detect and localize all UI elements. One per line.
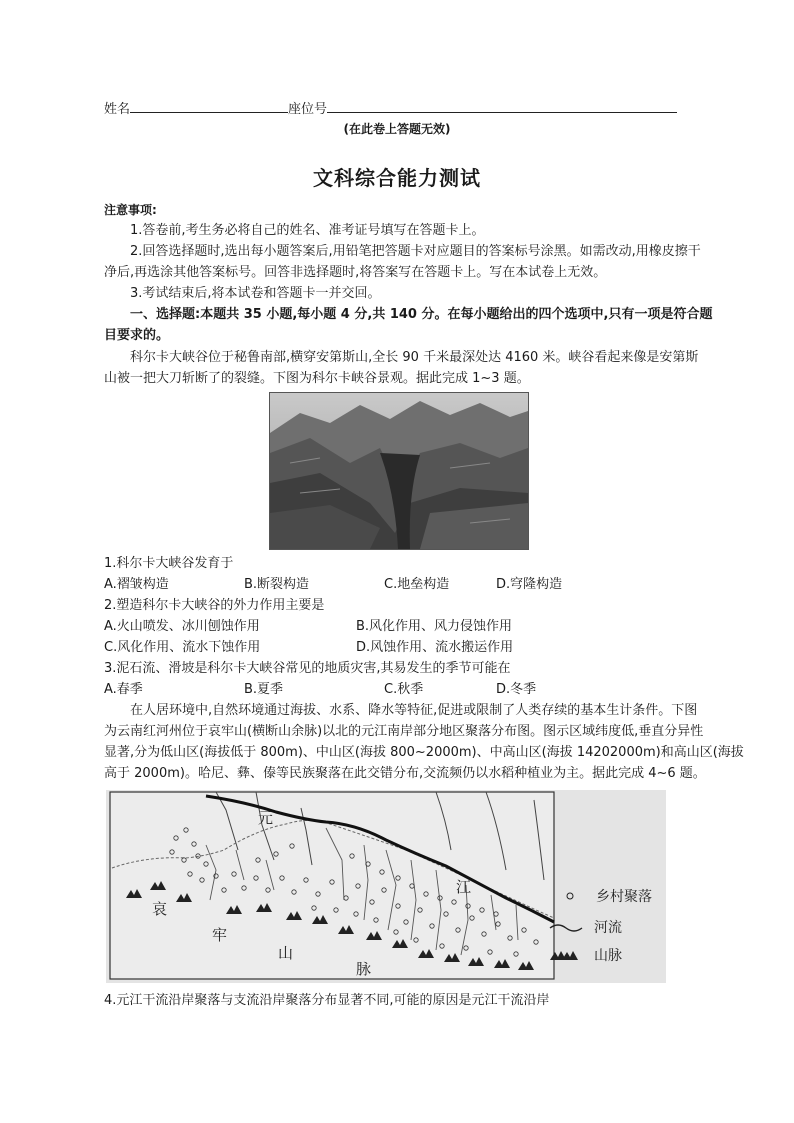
q1-option-c[interactable]: C.地垒构造	[384, 577, 450, 592]
question-2-stem: 2.塑造科尔卡大峡谷的外力作用主要是	[104, 598, 325, 613]
answer-invalid-note: (在此卷上答题无效)	[343, 122, 451, 136]
question-2-options-row1	[104, 618, 720, 636]
seat-blank[interactable]	[327, 99, 677, 113]
question-3-stem: 3.泥石流、滑坡是科尔卡大峡谷常见的地质灾害,其易发生的季节可能在	[104, 661, 511, 676]
section-heading-cont: 目要求的。	[104, 328, 170, 343]
notice-heading: 注意事项:	[104, 203, 157, 217]
passage2-line4: 高于 2000m)。哈尼、彝、傣等民族聚落在此交错分布,交流频仍以水稻种植业为主。据此完成 4~6 题。	[104, 766, 706, 781]
q2-option-b[interactable]: B.风化作用、风力侵蚀作用	[356, 619, 513, 634]
q3-option-c[interactable]: C.秋季	[384, 682, 424, 697]
question-1-stem: 1.科尔卡大峡谷发育于	[104, 556, 234, 571]
legend-settlement-label: 乡村聚落	[596, 889, 652, 905]
q2-option-c[interactable]: C.风化作用、流水下蚀作用	[104, 640, 261, 655]
seat-label: 座位号	[288, 102, 328, 117]
notice-item-2: 2.回答选择题时,选出每小题答案后,用铅笔把答题卡对应题目的答案标号涂黑。如需改动,用橡皮擦干	[130, 244, 701, 259]
q3-option-d[interactable]: D.冬季	[496, 682, 537, 697]
map-frame	[110, 792, 554, 979]
notice-item-1: 1.答卷前,考生务必将自己的姓名、准考证号填写在答题卡上。	[130, 223, 485, 238]
passage2-line1: 在人居环境中,自然环境通过海拔、水系、降水等特征,促进或限制了人类存续的基本生计条件。下图	[130, 703, 698, 718]
q1-option-b[interactable]: B.断裂构造	[244, 577, 310, 592]
notice-item-2-cont: 净后,再选涂其他答案标号。回答非选择题时,将答案写在答题卡上。写在本试卷上无效。	[104, 265, 607, 280]
map-figure	[106, 790, 666, 983]
question-2-options-row2	[104, 639, 720, 657]
legend-river-label: 河流	[594, 920, 622, 936]
q1-option-a[interactable]: A.褶皱构造	[104, 577, 169, 592]
river-label-jiang: 江	[456, 878, 472, 896]
notice-item-3: 3.考试结束后,将本试卷和答题卡一并交回。	[130, 286, 381, 301]
name-label: 姓名	[104, 102, 131, 117]
question-4-stem: 4.元江干流沿岸聚落与支流沿岸聚落分布显著不同,可能的原因是元江干流沿岸	[104, 993, 550, 1008]
canyon-illustration	[270, 393, 528, 549]
mountain-label-shan: 山	[278, 944, 294, 962]
passage2-line2: 为云南红河州位于哀牢山(横断山余脉)以北的元江南岸部分地区聚落分布图。图示区域纬度低,垂直分异性	[104, 724, 704, 739]
section-heading: 一、选择题:本题共 35 小题,每小题 4 分,共 140 分。在每小题给出的四个选项中,只有一项是符合题	[130, 307, 713, 322]
mountain-label-mai: 脉	[356, 960, 372, 978]
header-fields	[104, 98, 677, 117]
q2-option-a[interactable]: A.火山喷发、冰川刨蚀作用	[104, 619, 260, 634]
passage2-line3: 显著,分为低山区(海拔低于 800m)、中山区(海拔 800~2000m)、中高山区(海拔 14202000m)和高山区(海拔	[104, 745, 744, 760]
q2-option-d[interactable]: D.风蚀作用、流水搬运作用	[356, 640, 514, 655]
page-title: 文科综合能力测试	[313, 166, 481, 190]
legend-mountain-label: 山脉	[594, 948, 622, 964]
river-label-yuan: 元	[258, 809, 274, 827]
q1-option-d[interactable]: D.穹隆构造	[496, 577, 563, 592]
settlement-distribution-map	[106, 790, 666, 983]
q3-option-a[interactable]: A.春季	[104, 682, 143, 697]
question-1-options	[104, 576, 720, 594]
passage1-line2: 山被一把大刀斩断了的裂缝。下图为科尔卡峡谷景观。据此完成 1~3 题。	[104, 371, 530, 386]
passage1-line1: 科尔卡大峡谷位于秘鲁南部,横穿安第斯山,全长 90 千米最深处达 4160 米。峡谷看起来像是安第斯	[130, 350, 699, 365]
mountain-label-ai: 哀	[152, 900, 168, 918]
mountain-label-lao: 牢	[212, 926, 228, 944]
colca-canyon-photo	[269, 392, 529, 550]
name-blank[interactable]	[130, 99, 288, 113]
question-3-options	[104, 681, 720, 699]
q3-option-b[interactable]: B.夏季	[244, 682, 284, 697]
